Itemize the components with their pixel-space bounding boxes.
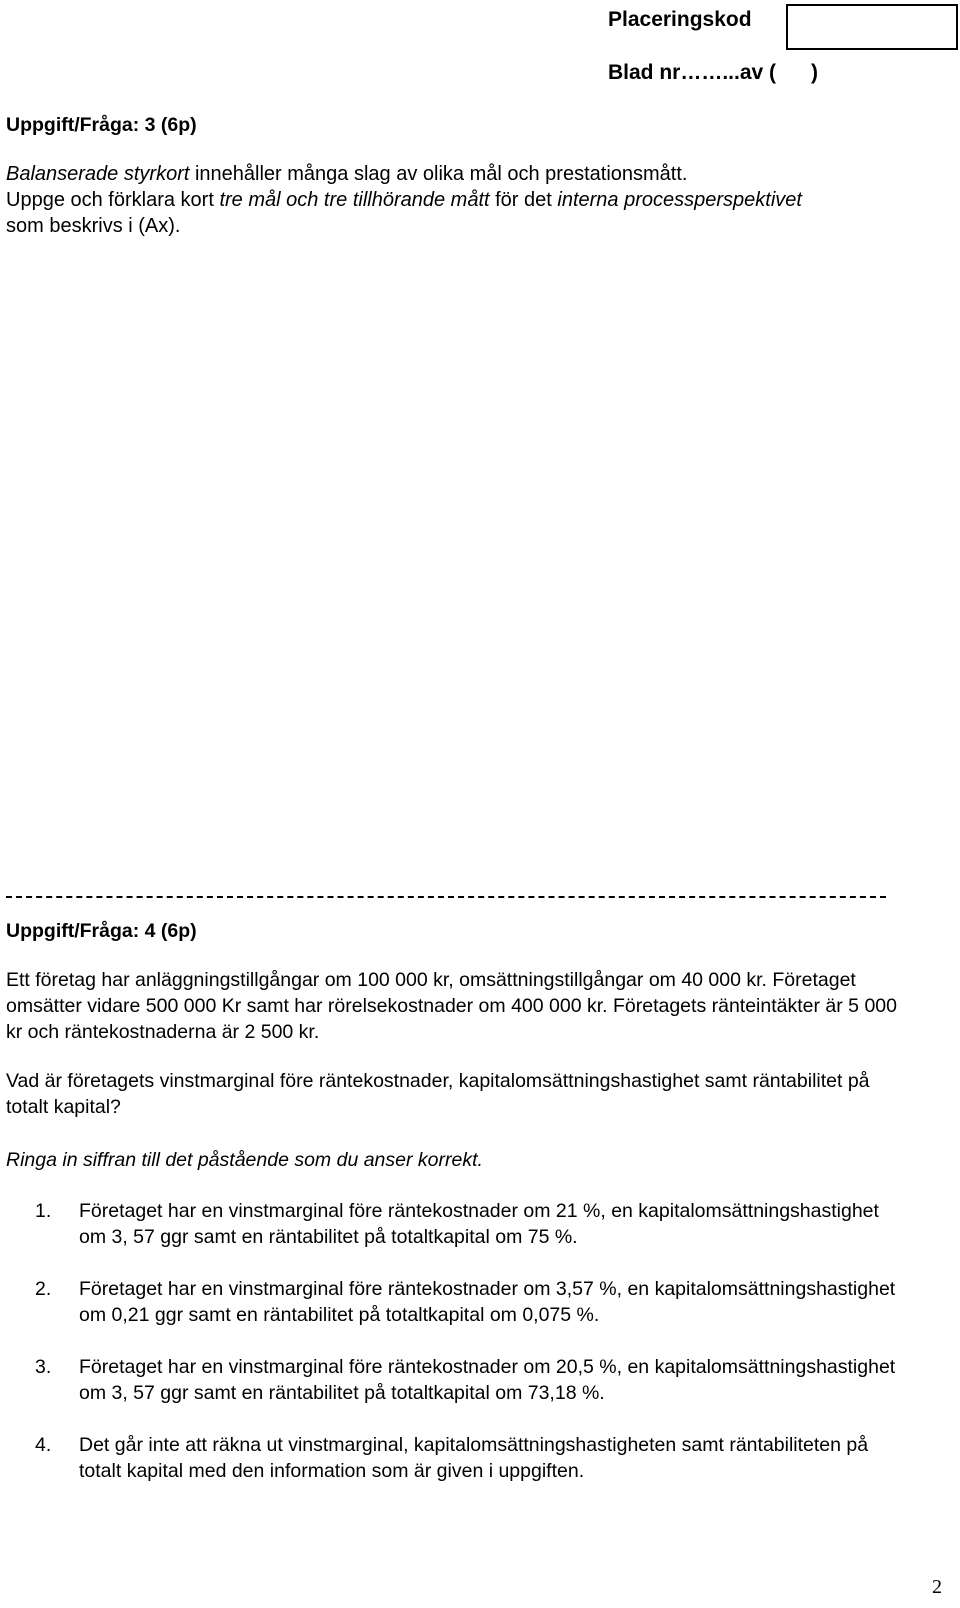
q3-line-2-a: Uppge och förklara kort (6, 189, 220, 211)
q3-term-internal-process: interna processperspektivet (557, 189, 802, 211)
option-number: 2. (35, 1278, 52, 1300)
q4-question: Vad är företagets vinstmarginal före räntekostnader, kapitalomsättningshastighet samt räntabilitet på totalt kapital? (6, 1070, 870, 1118)
option-number: 4. (35, 1434, 52, 1456)
q4-intro: Ett företag har anläggningstillgångar om 100 000 kr, omsättningstillgångar om 40 000 kr. Företaget omsätter vidare 500 000 Kr samt har rörelsekostnader om 400 000 kr. Företagets ränteintäkter är 5 000 kr och räntekostnaderna är 2 500 kr. (6, 969, 897, 1043)
section-divider (6, 896, 886, 898)
option-number: 3. (35, 1356, 52, 1378)
q3-line-1-rest: innehåller många slag av olika mål och prestationsmått. (189, 163, 688, 185)
q3-line-2-c: för det (489, 189, 558, 211)
option-number: 1. (35, 1200, 52, 1222)
page-number: 2 (932, 1576, 942, 1598)
option-text: Det går inte att räkna ut vinstmarginal, kapitalomsättningshastigheten samt räntabiliteten på totalt kapital med den information som är given i uppgiften. (79, 1434, 869, 1482)
option-text: Företaget har en vinstmarginal före räntekostnader om 3,57 %, en kapitalomsättningshastighet om 0,21 ggr samt en räntabilitet på totaltkapital om 0,075 %. (79, 1278, 896, 1326)
q4-instruction: Ringa in siffran till det påstående som du anser korrekt. (6, 1149, 483, 1171)
q3-line-2 (6, 187, 906, 213)
q4-heading: Uppgift/Fråga: 4 (6p) (6, 920, 197, 942)
blad-number-label: Blad nr……...av ( ) (608, 61, 819, 84)
q3-body (6, 161, 906, 239)
option-text: Företaget har en vinstmarginal före räntekostnader om 20,5 %, en kapitalomsättningshastighet om 3, 57 ggr samt en räntabilitet på totaltkapital om 73,18 %. (79, 1356, 896, 1404)
q3-heading: Uppgift/Fråga: 3 (6p) (6, 114, 197, 136)
placeringskod-label: Placeringskod (608, 8, 752, 31)
q3-term-balanced-scorecard: Balanserade styrkort (6, 163, 190, 185)
option-text: Företaget har en vinstmarginal före räntekostnader om 21 %, en kapitalomsättningshastighet om 3, 57 ggr samt en räntabilitet på totaltkapital om 75 %. (79, 1200, 879, 1248)
q3-term-goals-measures: tre mål och tre tillhörande mått (219, 189, 490, 211)
q3-line-1 (6, 161, 906, 187)
q3-line-3: som beskrivs i (Ax). (6, 215, 181, 237)
placeringskod-input-box[interactable] (786, 4, 958, 50)
